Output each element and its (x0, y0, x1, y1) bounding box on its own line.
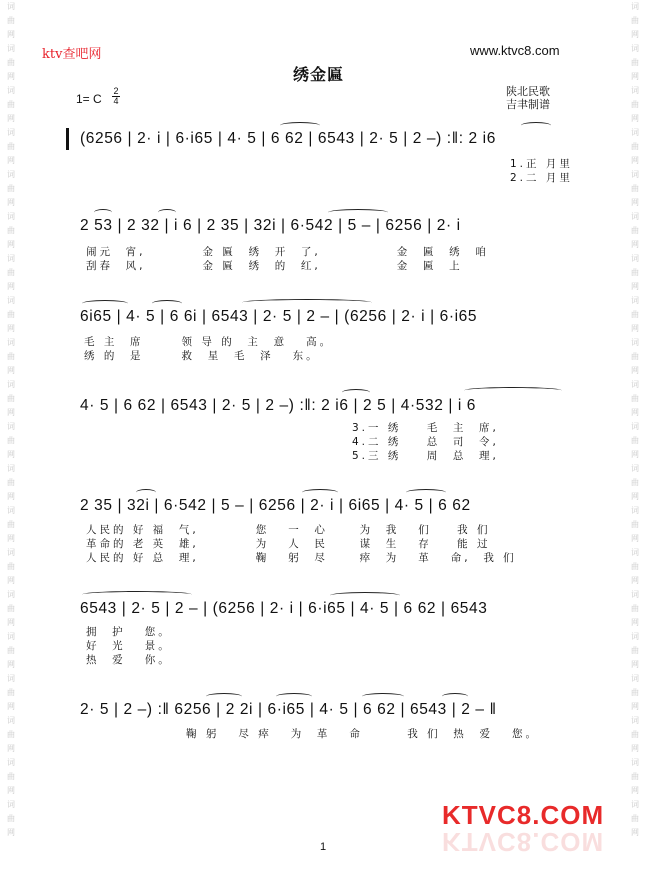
watermark-glyph: 网 (7, 156, 15, 165)
watermark-glyph: 曲 (631, 604, 639, 613)
notation-line: 4· 5 | 6 62 | 6543 | 2· 5 | 2 –) :‖: 2 i6 | 2 5 | 4·532 | i 6 (80, 397, 477, 414)
watermark-glyph: 网 (7, 72, 15, 81)
watermark-glyph: 词 (7, 86, 15, 95)
watermark-glyph: 词 (631, 674, 639, 683)
lyric-line: 2.二 月里 (510, 172, 573, 184)
score-row-6 (66, 596, 586, 624)
watermark-glyph: 网 (7, 702, 15, 711)
watermark-glyph: 网 (631, 30, 639, 39)
notation-line: (6256 | 2· i | 6·i65 | 4· 5 | 6 62 | 6543 | 2· 5 | 2 –) :‖: 2 i6 (80, 130, 496, 147)
watermark-glyph: 网 (631, 114, 639, 123)
watermark-glyph: 曲 (631, 478, 639, 487)
watermark-glyph: 曲 (7, 730, 15, 739)
lyric-line: 人民的 好 总 理, 鞠 躬 尽 瘁 为 革 命, 我 们 (86, 552, 517, 564)
watermark-glyph: 词 (631, 632, 639, 641)
watermark-glyph: 曲 (7, 562, 15, 571)
watermark-glyph: 词 (631, 86, 639, 95)
watermark-glyph: 曲 (631, 646, 639, 655)
notation-line: 2 35 | 32i | 6·542 | 5 – | 6256 | 2· i | 6i65 | 4· 5 | 6 62 (80, 497, 471, 514)
watermark-glyph: 曲 (7, 142, 15, 151)
watermark-glyph: 网 (631, 282, 639, 291)
notation-line: 2 53 | 2 32 | i 6 | 2 35 | 32i | 6·542 | 5 – | 6256 | 2· i (80, 217, 461, 234)
watermark-glyph: 曲 (631, 184, 639, 193)
time-signature (112, 87, 120, 106)
watermark-glyph: 曲 (7, 394, 15, 403)
watermark-left (4, 0, 18, 891)
watermark-glyph: 词 (7, 506, 15, 515)
watermark-glyph: 词 (631, 380, 639, 389)
watermark-glyph: 曲 (7, 814, 15, 823)
watermark-glyph: 曲 (7, 58, 15, 67)
watermark-glyph: 词 (631, 212, 639, 221)
watermark-glyph: 词 (631, 590, 639, 599)
watermark-glyph: 词 (631, 548, 639, 557)
lyric-line: 1.正 月里 (510, 158, 573, 170)
watermark-glyph: 网 (7, 744, 15, 753)
page-number: 1 (320, 841, 327, 853)
watermark-glyph: 词 (631, 254, 639, 263)
meter-top: 2 (113, 86, 119, 96)
score-row-7 (66, 697, 586, 725)
watermark-glyph: 词 (631, 800, 639, 809)
lyric-line: 绣 的 是 救 星 毛 泽 东。 (84, 350, 320, 362)
watermark-glyph: 网 (7, 450, 15, 459)
watermark-glyph: 曲 (631, 58, 639, 67)
watermark-glyph: 网 (631, 450, 639, 459)
watermark-glyph: 网 (7, 30, 15, 39)
watermark-glyph: 曲 (7, 16, 15, 25)
watermark-glyph: 网 (7, 114, 15, 123)
watermark-glyph: 曲 (631, 688, 639, 697)
watermark-glyph: 网 (7, 828, 15, 837)
watermark-glyph: 网 (631, 618, 639, 627)
song-origin: 陕北民歌 (506, 85, 550, 98)
watermark-glyph: 词 (7, 2, 15, 11)
watermark-glyph: 网 (7, 534, 15, 543)
lyric-line: 好 光 景。 (86, 640, 172, 652)
watermark-glyph: 词 (631, 2, 639, 11)
lyric-line: 闹元 宵, 金 匾 绣 开 了, 金 匾 绣 咱 (86, 246, 489, 258)
watermark-glyph: 曲 (7, 100, 15, 109)
watermark-glyph: 曲 (7, 436, 15, 445)
watermark-glyph: 词 (7, 548, 15, 557)
watermark-glyph: 词 (7, 800, 15, 809)
watermark-glyph: 网 (631, 576, 639, 585)
song-title: 绣金匾 (293, 65, 345, 84)
watermark-glyph: 词 (7, 716, 15, 725)
watermark-glyph: 曲 (7, 520, 15, 529)
watermark-glyph: 网 (7, 324, 15, 333)
watermark-glyph: 网 (7, 198, 15, 207)
watermark-glyph: 词 (7, 170, 15, 179)
score-row-2 (66, 213, 586, 241)
site-logo-reflection: KTVC8.COM (442, 827, 605, 857)
watermark-glyph: 词 (7, 44, 15, 53)
watermark-glyph: 词 (631, 44, 639, 53)
watermark-glyph: 曲 (631, 352, 639, 361)
watermark-glyph: 词 (7, 758, 15, 767)
watermark-glyph: 曲 (631, 562, 639, 571)
watermark-glyph: 词 (7, 632, 15, 641)
watermark-glyph: 曲 (631, 772, 639, 781)
watermark-glyph: 词 (7, 212, 15, 221)
watermark-glyph: 曲 (7, 184, 15, 193)
watermark-glyph: 网 (631, 240, 639, 249)
watermark-glyph: 网 (631, 408, 639, 417)
watermark-glyph: 曲 (631, 814, 639, 823)
song-meta (506, 85, 550, 111)
watermark-glyph: 词 (631, 506, 639, 515)
lyric-line: 革命的 老 英 雄, 为 人 民 谋 生 存 能 过 (86, 538, 491, 550)
watermark-glyph: 词 (631, 464, 639, 473)
watermark-glyph: 网 (7, 786, 15, 795)
watermark-glyph: 词 (631, 422, 639, 431)
watermark-glyph: 网 (7, 240, 15, 249)
watermark-glyph: 曲 (631, 310, 639, 319)
watermark-glyph: 网 (631, 492, 639, 501)
song-arranger: 吉聿制谱 (506, 98, 550, 111)
watermark-glyph: 词 (631, 338, 639, 347)
watermark-glyph: 曲 (7, 310, 15, 319)
watermark-glyph: 网 (631, 156, 639, 165)
watermark-glyph: 网 (7, 408, 15, 417)
lyric-line: 鞠 躬 尽 瘁 为 革 命 我 们 热 爱 您。 (186, 728, 539, 740)
watermark-glyph: 网 (7, 366, 15, 375)
watermark-glyph: 网 (7, 660, 15, 669)
watermark-glyph: 词 (7, 296, 15, 305)
watermark-glyph: 词 (7, 254, 15, 263)
watermark-glyph: 曲 (7, 478, 15, 487)
watermark-glyph: 曲 (7, 352, 15, 361)
watermark-glyph: 曲 (7, 226, 15, 235)
watermark-glyph: 网 (631, 660, 639, 669)
watermark-glyph: 词 (631, 716, 639, 725)
watermark-glyph: 词 (7, 380, 15, 389)
lyric-line: 热 爱 你。 (86, 654, 172, 666)
watermark-glyph: 曲 (631, 142, 639, 151)
watermark-glyph: 曲 (7, 268, 15, 277)
watermark-glyph: 词 (631, 128, 639, 137)
watermark-glyph: 曲 (7, 772, 15, 781)
watermark-glyph: 网 (631, 72, 639, 81)
watermark-glyph: 词 (631, 758, 639, 767)
watermark-glyph: 词 (7, 128, 15, 137)
watermark-glyph: 网 (631, 324, 639, 333)
lyric-line: 毛 主 席 领 导 的 主 意 高。 (84, 336, 334, 348)
notation-line: 2· 5 | 2 –) :‖ 6256 | 2 2i | 6·i65 | 4· 5 | 6 62 | 6543 | 2 – ‖ (80, 701, 497, 718)
watermark-glyph: 网 (631, 702, 639, 711)
lyric-line: 刮春 风, 金 匾 绣 的 红, 金 匾 上 (86, 260, 463, 272)
watermark-glyph: 词 (631, 170, 639, 179)
score-row-1 (66, 126, 586, 154)
brand-url[interactable]: www.ktvc8.com (470, 43, 560, 58)
watermark-glyph: 网 (7, 282, 15, 291)
watermark-glyph: 词 (631, 296, 639, 305)
lyric-line: 拥 护 您。 (86, 626, 172, 638)
watermark-glyph: 词 (7, 590, 15, 599)
watermark-glyph: 网 (7, 492, 15, 501)
notation-line: 6i65 | 4· 5 | 6 6i | 6543 | 2· 5 | 2 – | (6256 | 2· i | 6·i65 (80, 308, 478, 325)
score-row-5 (66, 493, 586, 521)
watermark-glyph: 曲 (631, 394, 639, 403)
watermark-glyph: 网 (631, 744, 639, 753)
watermark-glyph: 网 (631, 366, 639, 375)
watermark-glyph: 网 (7, 576, 15, 585)
watermark-glyph: 曲 (7, 688, 15, 697)
watermark-glyph: 曲 (7, 646, 15, 655)
score-row-3 (66, 304, 586, 332)
watermark-glyph: 曲 (631, 520, 639, 529)
lyric-line: 4.二 绣 总 司 令, (352, 436, 499, 448)
brand-left[interactable]: ktv查吧网 (42, 47, 102, 62)
watermark-glyph: 词 (7, 422, 15, 431)
watermark-glyph: 网 (631, 198, 639, 207)
notation-line: 6543 | 2· 5 | 2 – | (6256 | 2· i | 6·i65 | 4· 5 | 6 62 | 6543 (80, 600, 488, 617)
watermark-glyph: 词 (7, 674, 15, 683)
watermark-glyph: 曲 (631, 436, 639, 445)
watermark-glyph: 曲 (631, 16, 639, 25)
watermark-glyph: 网 (7, 618, 15, 627)
watermark-glyph: 曲 (631, 100, 639, 109)
watermark-glyph: 词 (7, 464, 15, 473)
watermark-glyph: 曲 (7, 604, 15, 613)
watermark-glyph: 网 (631, 786, 639, 795)
watermark-glyph: 网 (631, 534, 639, 543)
watermark-glyph: 网 (631, 828, 639, 837)
site-logo[interactable]: KTVC8.COM (442, 800, 605, 830)
lyric-line: 5.三 绣 周 总 理, (352, 450, 499, 462)
score-row-4 (66, 393, 586, 421)
watermark-glyph: 曲 (631, 226, 639, 235)
watermark-glyph: 曲 (631, 268, 639, 277)
key-signature: 1= C (76, 92, 102, 106)
watermark-glyph: 曲 (631, 730, 639, 739)
watermark-right (628, 0, 642, 891)
watermark-glyph: 词 (7, 338, 15, 347)
lyric-line: 人民的 好 福 气, 您 一 心 为 我 们 我 们 (86, 524, 491, 536)
lyric-line: 3.一 绣 毛 主 席, (352, 422, 499, 434)
meter-bottom: 4 (113, 96, 119, 106)
